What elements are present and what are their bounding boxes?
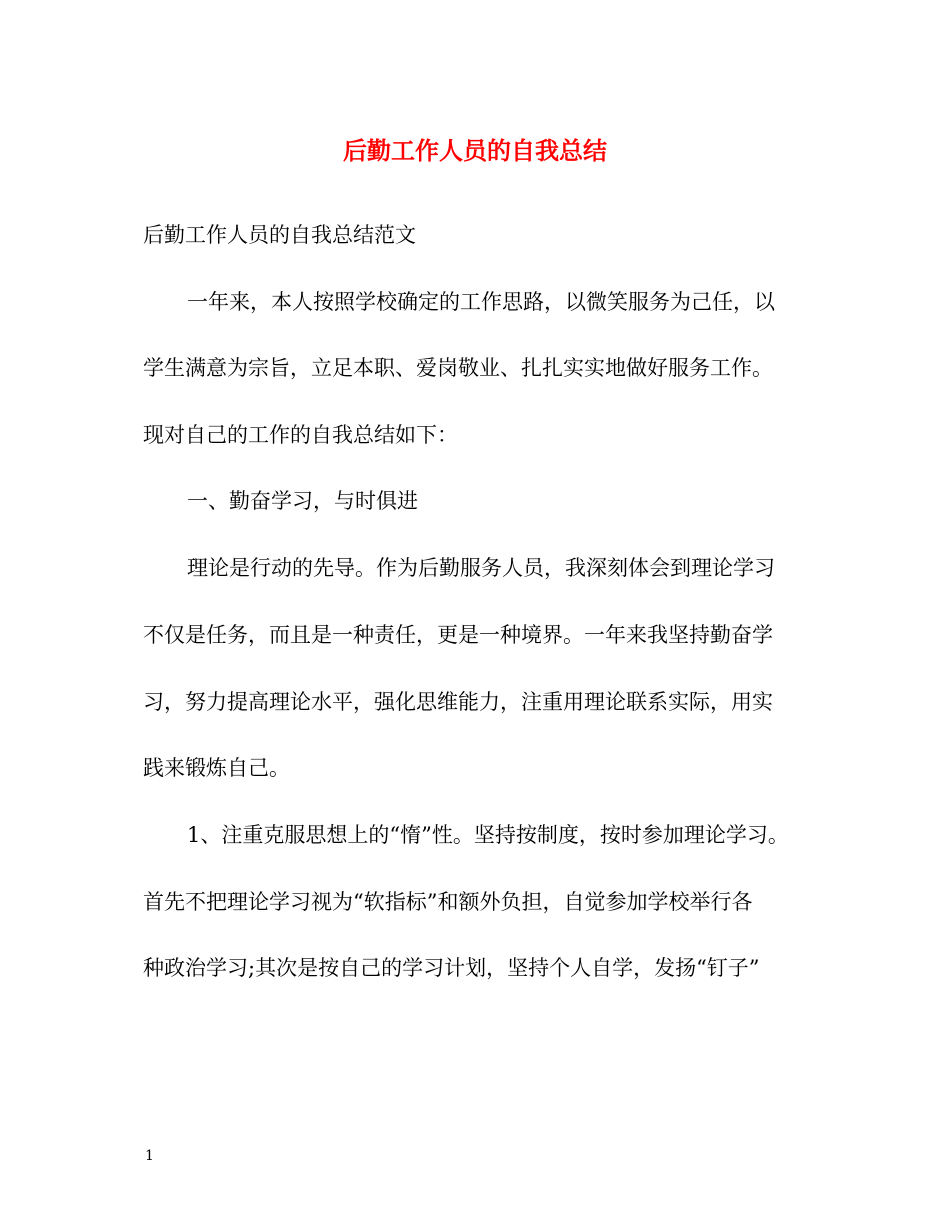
paragraph-line: 现对自己的工作的自我总结如下： (143, 423, 458, 447)
section-heading: 一、勤奋学习，与时俱进 (187, 489, 418, 513)
paragraph-line: 种政治学习;其次是按自己的学习计划，坚持个人自学，发扬“钉子” (143, 956, 760, 980)
paragraph-line: 不仅是任务，而且是一种责任，更是一种境界。一年来我坚持勤奋学 (143, 623, 773, 647)
paragraph-line: 1、注重克服思想上的“惰”性。坚持按制度，按时参加理论学习。 (187, 823, 789, 847)
paragraph-line: 学生满意为宗旨，立足本职、爱岗敬业、扎扎实实地做好服务工作。 (143, 356, 773, 380)
page-number: 1 (145, 1148, 154, 1164)
document-title: 后勤工作人员的自我总结 (343, 136, 607, 165)
document-subtitle: 后勤工作人员的自我总结范文 (143, 223, 416, 247)
paragraph-line: 一年来，本人按照学校确定的工作思路，以微笑服务为己任，以 (187, 290, 775, 314)
paragraph-line: 践来锻炼自己。 (143, 756, 290, 780)
paragraph-line: 理论是行动的先导。作为后勤服务人员，我深刻体会到理论学习 (187, 556, 775, 580)
paragraph-line: 首先不把理论学习视为“软指标”和额外负担，自觉参加学校举行各 (143, 890, 753, 914)
paragraph-line: 习，努力提高理论水平，强化思维能力，注重用理论联系实际，用实 (143, 690, 773, 714)
